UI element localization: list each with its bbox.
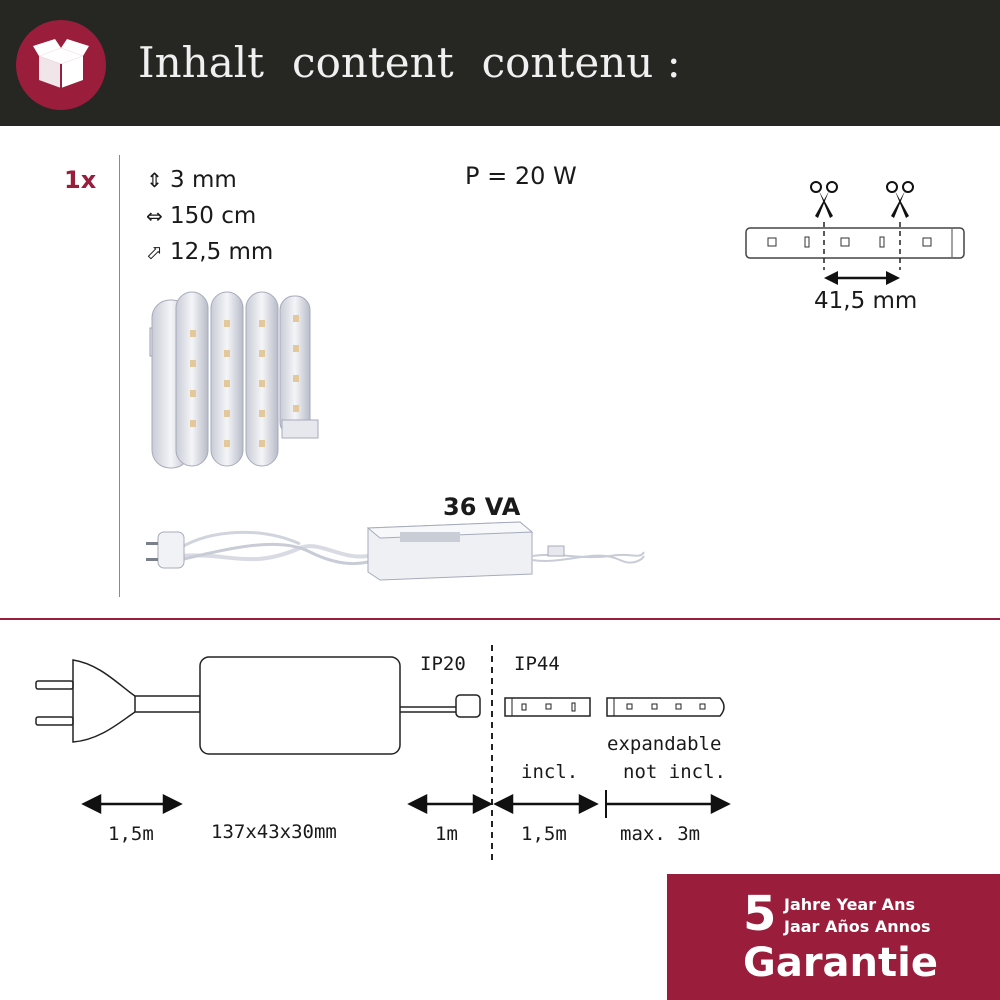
ip44-label: IP44 [514, 653, 560, 675]
title-english: content [292, 38, 454, 87]
open-box-icon [31, 36, 91, 94]
title-french: contenu : [481, 38, 681, 87]
guarantee-years-line1: Jahre Year Ans [784, 895, 915, 914]
cut-interval-label: 41,5 mm [814, 288, 918, 314]
package-badge [16, 20, 106, 110]
section-divider [0, 618, 1000, 620]
driver-dimensions: 137x43x30mm [211, 821, 337, 843]
height-arrow-icon: ⇕ [146, 168, 163, 192]
divider-vertical [119, 155, 120, 597]
included-label: incl. [521, 761, 579, 783]
strip-expandable-icon [607, 698, 724, 716]
guarantee-years-number: 5 [743, 886, 777, 942]
plug-icon [36, 660, 200, 742]
guarantee-word: Garantie [743, 940, 938, 986]
driver-box-outline [200, 657, 400, 754]
max-extension-length: max. 3m [620, 823, 701, 845]
expandable-label: expandable [607, 733, 722, 755]
spec-width-value: 150 cm [170, 203, 257, 229]
spec-depth [146, 239, 273, 265]
width-arrow-icon: ⇔ [146, 204, 163, 228]
scissors-icon [811, 182, 837, 218]
spec-height [146, 167, 237, 193]
title-german: Inhalt [138, 38, 265, 87]
strip-included-icon [505, 698, 590, 716]
page-title [138, 38, 709, 87]
header-bar [0, 0, 1000, 126]
plug-cable-length: 1,5m [108, 823, 154, 845]
spec-width [146, 203, 256, 229]
quantity-label: 1x [64, 166, 97, 194]
connector-icon [456, 695, 480, 717]
power-rating: P = 20 W [465, 162, 577, 190]
guarantee-badge [667, 874, 1000, 1000]
spec-height-value: 3 mm [170, 167, 237, 193]
guarantee-years-text [784, 894, 931, 938]
guarantee-years-line2: Jaar Años Annos [784, 917, 931, 936]
scissors-icon [887, 182, 913, 218]
strip-length: 1,5m [521, 823, 567, 845]
not-included-label: not incl. [623, 761, 726, 783]
diagonal-arrow-icon: ⬀ [146, 240, 163, 264]
lead-cable-length: 1m [435, 823, 458, 845]
driver-rating: 36 VA [443, 493, 521, 521]
strip-segment [746, 228, 964, 258]
spec-depth-value: 12,5 mm [170, 239, 274, 265]
ip20-label: IP20 [420, 653, 466, 675]
